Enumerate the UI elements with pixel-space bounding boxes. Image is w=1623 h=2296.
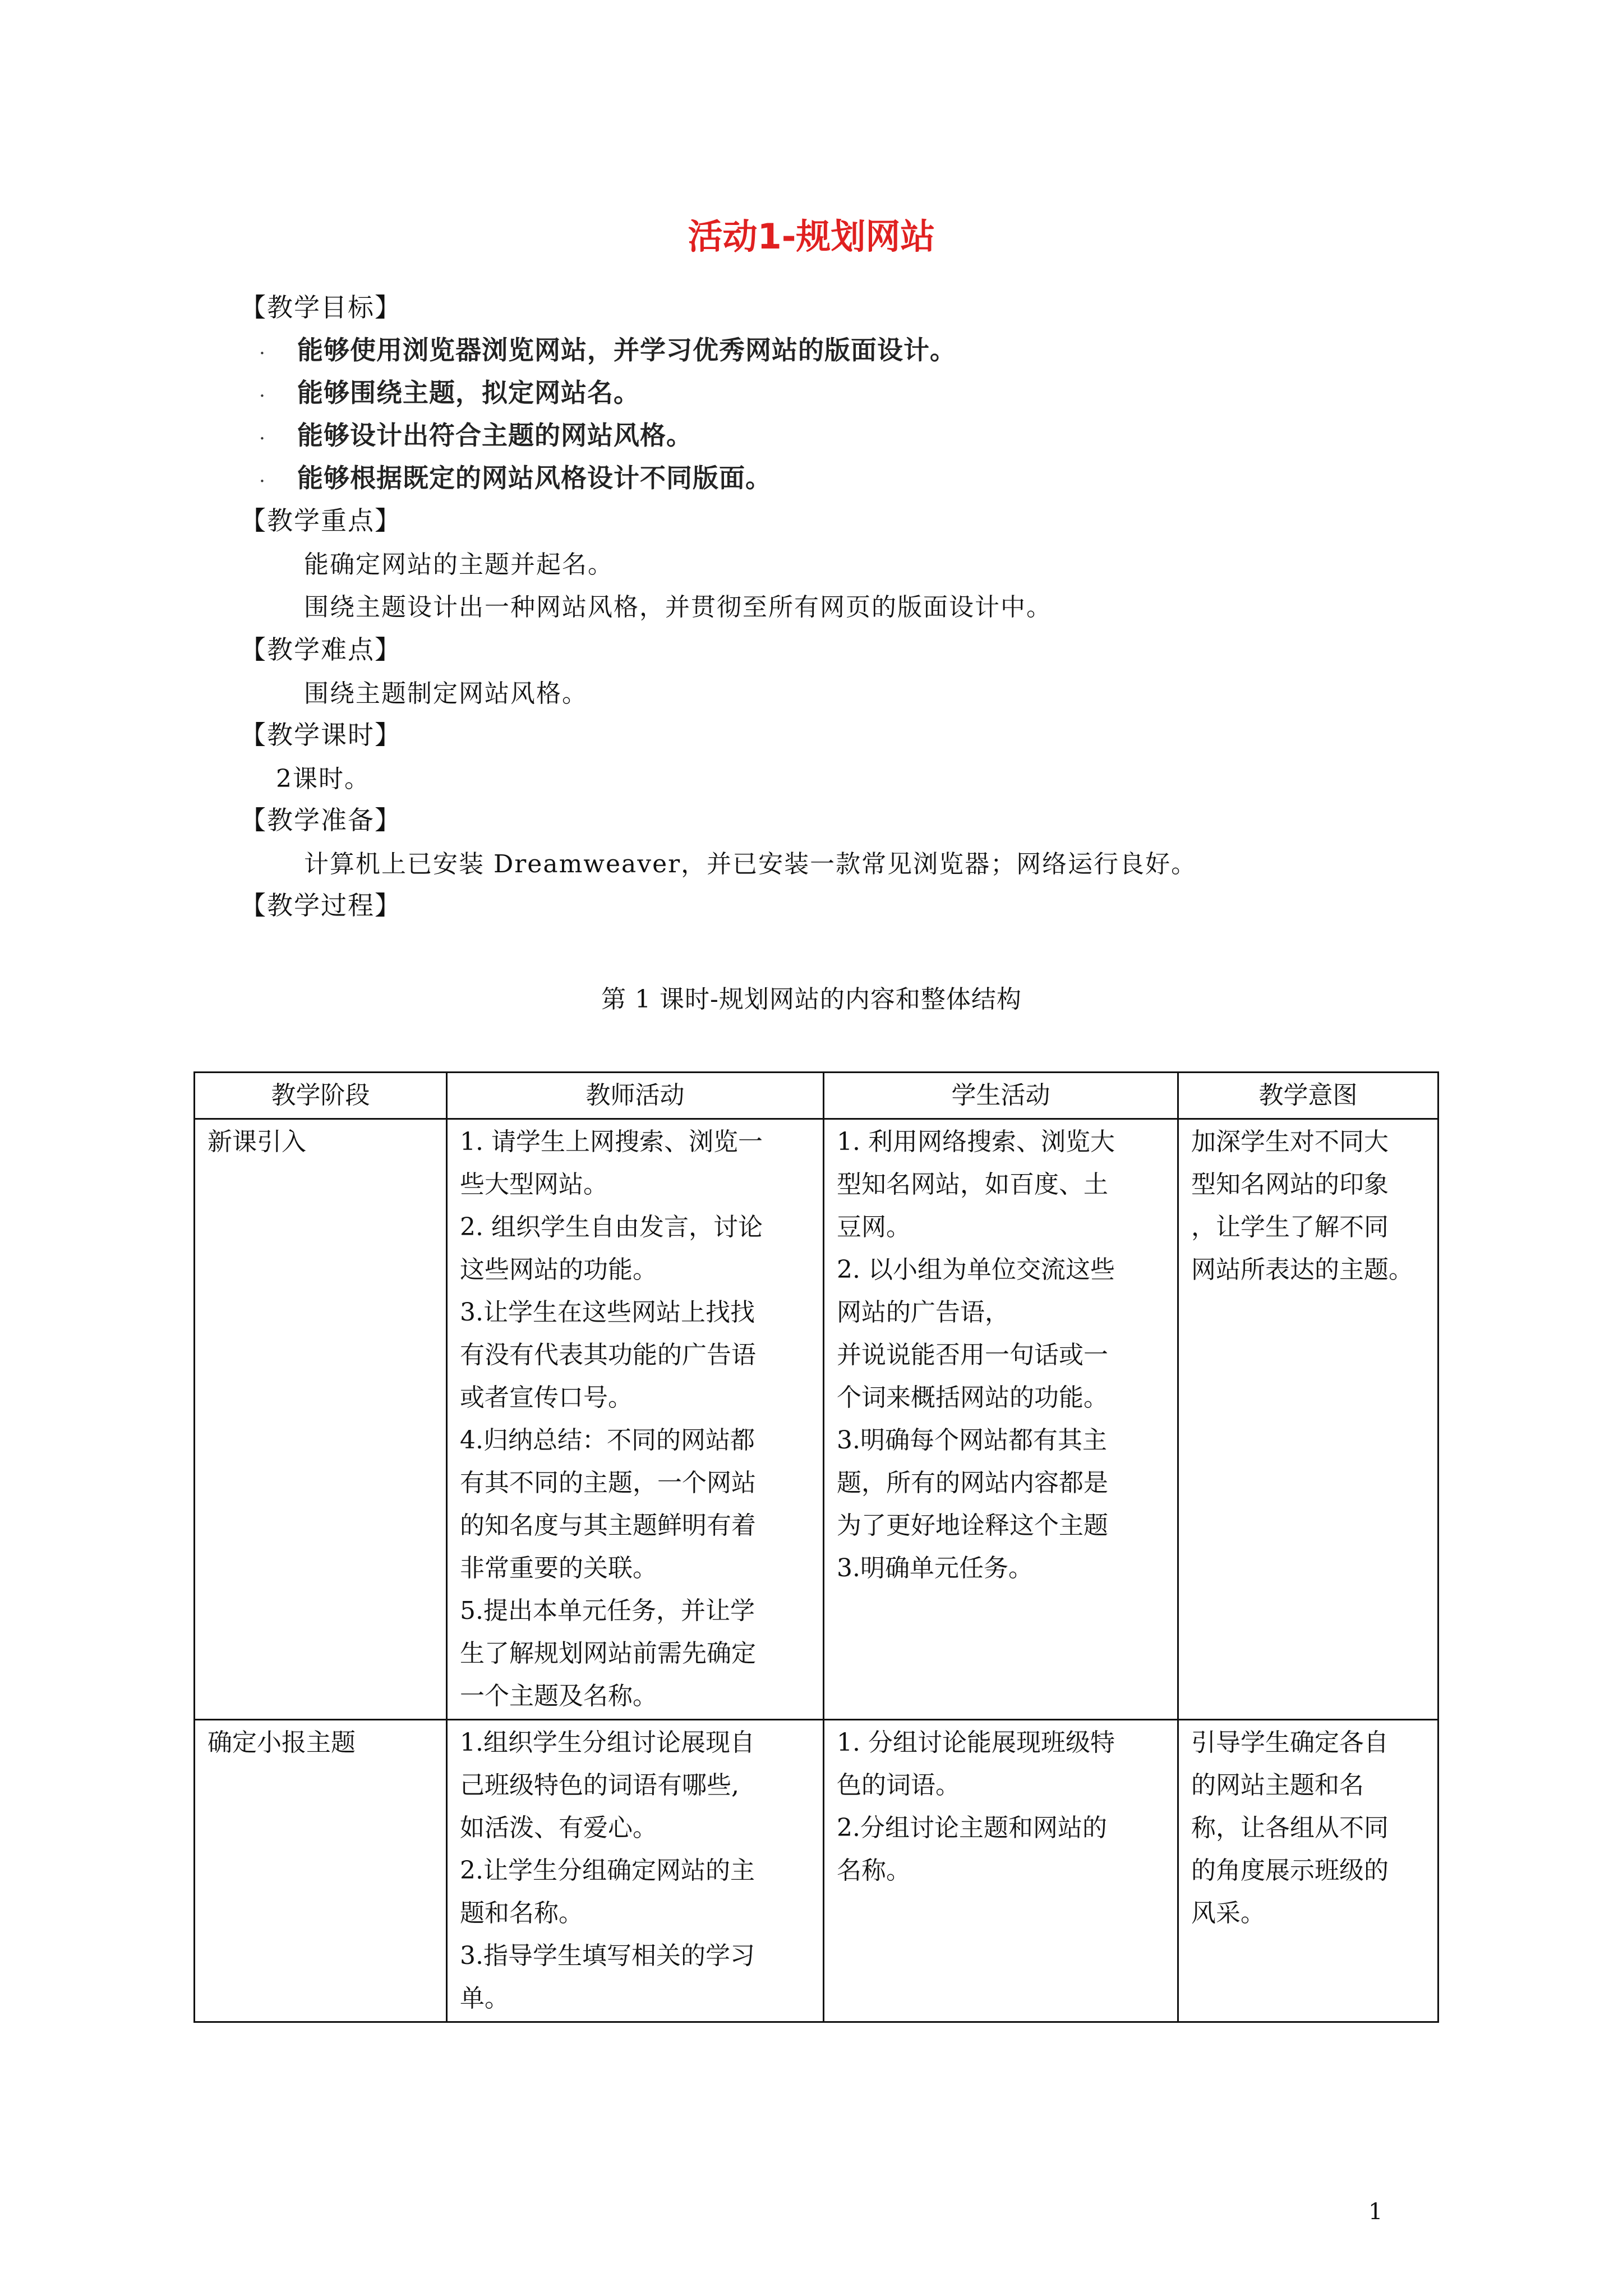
difficulty-1: 围绕主题制定网站风格。 [304,679,588,708]
hours-heading: 【教学课时】 [240,720,402,750]
intent-cell-line: 的网站主题和名 [1191,1771,1364,1800]
key-point-1: 能确定网站的主题并起名。 [304,550,614,579]
stage-cell: 新课引入 [195,1119,447,1720]
header-teacher-activity: 教师活动 [447,1073,824,1119]
intent-cell-line: 网站所表达的主题。 [1191,1255,1413,1284]
student-cell-line: 2.分组讨论主题和网站的 [837,1814,1107,1842]
objective-item-4: 能够根据既定的网站风格设计不同版面。 [297,463,772,493]
teacher-cell-line: 这些网站的功能。 [460,1255,657,1284]
table-row [195,1119,1438,1720]
teacher-cell-line: 或者宣传口号。 [460,1383,633,1412]
teacher-cell-line: 2.让学生分组确定网站的主 [460,1856,755,1885]
objective-bullet-3: . [259,422,265,444]
teacher-cell-line: 3.指导学生填写相关的学习 [460,1941,755,1970]
difficulties-heading: 【教学难点】 [240,634,402,665]
student-cell-line: 个词来概括网站的功能。 [837,1383,1108,1412]
student-cell-line: 名称。 [837,1856,911,1885]
student-cell-line: 3.明确每个网站都有其主 [837,1426,1107,1455]
student-cell-line: 并说说能否用一句话或一 [837,1341,1108,1369]
teacher-cell-line: 的知名度与其主题鲜明有着 [460,1511,756,1540]
student-cell-line: 1. 利用网络搜索、浏览大 [837,1128,1115,1156]
teacher-cell-line: 2. 组织学生自由发言，讨论 [460,1213,763,1241]
teacher-activity-cell [447,1119,824,1720]
student-cell-line: 题，所有的网站内容都是 [837,1469,1108,1497]
intent-cell-line: 引导学生确定各自 [1191,1728,1389,1757]
intent-cell-line: 称，让各组从不同 [1191,1814,1389,1842]
objective-item-1: 能够使用浏览器浏览网站，并学习优秀网站的版面设计。 [297,335,956,365]
stage-cell: 确定小报主题 [195,1720,447,2022]
lesson-title: 第 1 课时-规划网站的内容和整体结构 [601,985,1022,1014]
intent-cell-line: 加深学生对不同大 [1191,1128,1389,1156]
teacher-cell-line: 如活泼、有爱心。 [460,1814,657,1842]
objective-item-2: 能够围绕主题，拟定网站名。 [297,378,640,408]
student-cell-line: 2. 以小组为单位交流这些 [837,1255,1115,1284]
hours-text: 2课时。 [276,765,370,793]
teacher-cell-line: 题和名称。 [460,1899,583,1927]
objective-bullet-4: . [259,464,265,487]
page-number: 1 [1368,2199,1383,2225]
objectives-heading: 【教学目标】 [240,292,402,323]
teacher-cell-line: 非常重要的关联。 [460,1554,657,1582]
student-activity-cell [824,1720,1178,2022]
lesson-plan-table [193,1071,1439,2023]
student-cell-line: 色的词语。 [837,1771,960,1800]
teacher-cell-line: 己班级特色的词语有哪些, [460,1771,739,1800]
objective-bullet-1: . [259,337,265,359]
intent-cell-line: 型知名网站的印象 [1191,1170,1389,1199]
intent-cell-line: ，让学生了解不同 [1191,1213,1389,1241]
teacher-cell-line: 些大型网站。 [460,1170,608,1199]
teacher-cell-line: 3.让学生在这些网站上找找 [460,1298,755,1327]
intent-activity-cell [1178,1720,1438,2022]
key-point-2: 围绕主题设计出一种网站风格，并贯彻至所有网页的版面设计中。 [304,593,1052,622]
preparation-heading: 【教学准备】 [240,805,402,835]
student-cell-line: 型知名网站，如百度、土 [837,1170,1108,1199]
table-row [195,1720,1438,2022]
student-activity-cell [824,1119,1178,1720]
teacher-cell-line: 单。 [460,1984,509,2013]
preparation-text: 计算机上已安装 Dreamweaver，并已安装一款常见浏览器；网络运行良好。 [304,850,1197,878]
key-points-heading: 【教学重点】 [240,505,402,536]
student-cell-line: 豆网。 [837,1213,911,1241]
intent-cell-line: 的角度展示班级的 [1191,1856,1389,1885]
table-header-row [195,1073,1438,1119]
document-title: 活动1-规划网站 [688,216,935,257]
teacher-cell-line: 1.组织学生分组讨论展现自 [460,1728,755,1757]
teacher-cell-line: 有其不同的主题，一个网站 [460,1469,756,1497]
header-teaching-intent: 教学意图 [1178,1073,1438,1119]
student-cell-line: 为了更好地诠释这个主题 [837,1511,1108,1540]
teacher-cell-line: 生了解规划网站前需先确定 [460,1639,756,1668]
student-cell-line: 1. 分组讨论能展现班级特 [837,1728,1115,1757]
teacher-cell-line: 一个主题及名称。 [460,1682,657,1710]
teacher-cell-line: 1. 请学生上网搜索、浏览一 [460,1128,763,1156]
header-student-activity: 学生活动 [824,1073,1178,1119]
objective-bullet-2: . [259,379,265,402]
teacher-cell-line: 5.提出本单元任务，并让学 [460,1596,755,1625]
header-stage: 教学阶段 [195,1073,447,1119]
teacher-cell-line: 有没有代表其功能的广告语 [460,1341,756,1369]
teacher-activity-cell [447,1720,824,2022]
intent-cell-line: 风采。 [1191,1899,1265,1927]
student-cell-line: 3.明确单元任务。 [837,1554,1033,1582]
student-cell-line: 网站的广告语， [837,1298,1009,1327]
teacher-cell-line: 4.归纳总结：不同的网站都 [460,1426,755,1455]
intent-activity-cell [1178,1119,1438,1720]
process-heading: 【教学过程】 [240,890,402,921]
objective-item-3: 能够设计出符合主题的网站风格。 [297,420,693,450]
